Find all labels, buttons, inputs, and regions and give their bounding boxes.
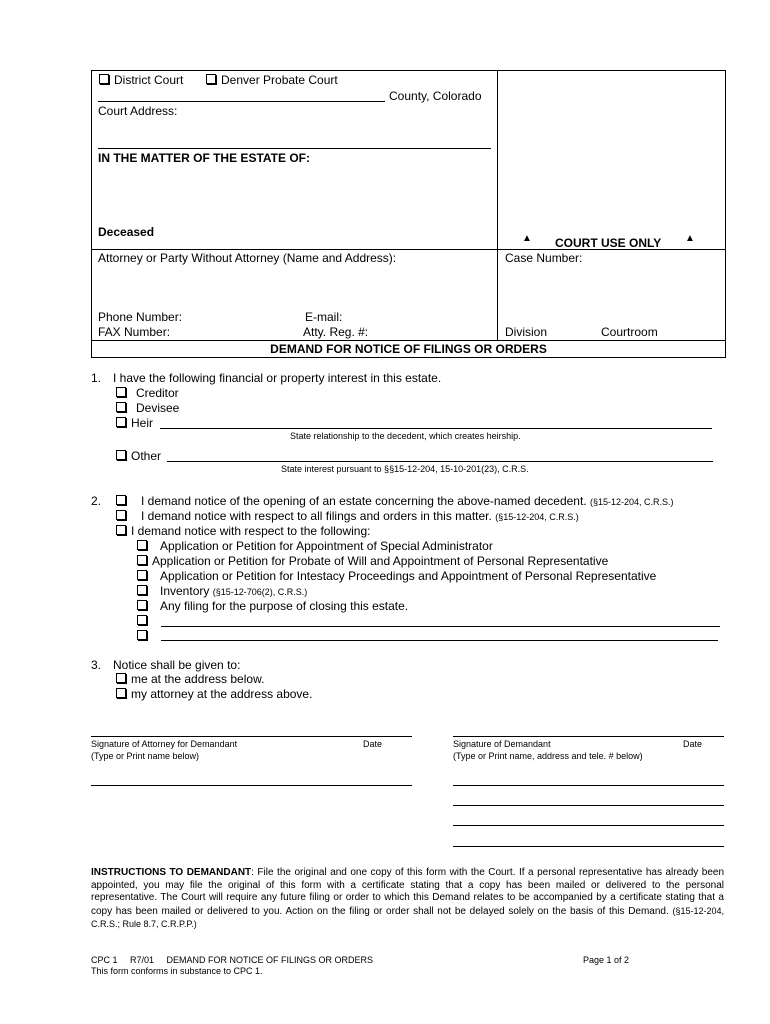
following-checkbox[interactable] xyxy=(116,525,126,535)
other-note: State interest pursuant to §§15-12-204, 15-10-201(23), C.R.S. xyxy=(281,464,529,474)
denver-probate-option[interactable]: Denver Probate Court xyxy=(206,73,338,87)
notice-me-option[interactable]: me at the address below. xyxy=(116,672,264,686)
item1-checkbox[interactable] xyxy=(137,540,147,550)
footer-conforms: This form conforms in substance to CPC 1. xyxy=(91,966,263,976)
attorney-label: Attorney or Party Without Attorney (Name and Address): xyxy=(98,251,397,265)
item5-checkbox[interactable] xyxy=(137,600,147,610)
heir-line[interactable] xyxy=(160,428,712,429)
county-colorado-label: County, Colorado xyxy=(389,89,482,103)
item4-checkbox[interactable] xyxy=(137,585,147,595)
county-name-line[interactable] xyxy=(98,101,385,102)
devisee-checkbox[interactable] xyxy=(116,402,126,412)
email-label: E-mail: xyxy=(305,310,343,324)
estate-matter-heading: IN THE MATTER OF THE ESTATE OF: xyxy=(98,151,310,165)
up-arrow-icon: ▲ xyxy=(522,233,532,244)
district-court-option[interactable]: District Court xyxy=(99,73,183,87)
creditor-option[interactable]: Creditor xyxy=(116,386,179,400)
court-use-only-label: COURT USE ONLY xyxy=(555,236,662,250)
following-option[interactable]: I demand notice with respect to the following: xyxy=(116,524,370,538)
demandant-signature-line[interactable] xyxy=(453,736,724,737)
other-checkbox[interactable] xyxy=(116,450,126,460)
fax-label: FAX Number: xyxy=(98,325,171,339)
item4-option[interactable]: Inventory (§15-12-706(2), C.R.S.) xyxy=(137,584,307,598)
demandant-info-line-1[interactable] xyxy=(453,785,724,786)
item5-option[interactable]: Any filing for the purpose of closing this estate. xyxy=(137,599,408,613)
item3-option[interactable]: Application or Petition for Intestacy Proceedings and Appointment of Personal Representative xyxy=(137,569,656,583)
section2-number: 2. xyxy=(91,494,102,508)
caption-box xyxy=(91,70,726,358)
demandant-info-line-4[interactable] xyxy=(453,846,724,847)
demandant-date-label: Date xyxy=(683,739,703,749)
instructions-block xyxy=(91,867,724,932)
notice-me-checkbox[interactable] xyxy=(116,673,126,683)
atty-reg-label: Atty. Reg. #: xyxy=(303,325,369,339)
devisee-option[interactable]: Devisee xyxy=(116,401,179,415)
item1-option[interactable]: Application or Petition for Appointment of Special Administrator xyxy=(137,539,493,553)
court-address-label: Court Address: xyxy=(98,104,178,118)
case-number-label: Case Number: xyxy=(505,251,583,265)
demandant-info-line-3[interactable] xyxy=(453,825,724,826)
district-court-checkbox[interactable] xyxy=(99,74,109,84)
caption-divider-2 xyxy=(91,340,726,341)
instructions-body: : File the original and one copy of this form with the Court. If a personal representative has already been appointed, you may file the original of this form with a certificate stating that a copy has been mailed or delivered to the personal representative. The Court will require any future filing or order to which this Demand relates to be accompanied by a certificate stating that a copy has been mailed or delivered to you. Action on the filing or order shall not be delayed solely on the basis of this Demand. xyxy=(91,867,725,917)
division-label: Division xyxy=(505,325,548,339)
item6-line[interactable] xyxy=(161,626,720,627)
item6-option[interactable] xyxy=(137,614,152,628)
section3-intro: Notice shall be given to: xyxy=(113,658,241,672)
item7-option[interactable] xyxy=(137,629,152,643)
item2-checkbox[interactable] xyxy=(137,555,147,565)
section1-number: 1. xyxy=(91,371,102,385)
phone-label: Phone Number: xyxy=(98,310,183,324)
courtroom-label: Courtroom xyxy=(601,325,658,339)
opening-option[interactable]: I demand notice of the opening of an estate concerning the above-named decedent. (§15-12-204, C.R.S.) xyxy=(116,494,674,508)
notice-attorney-option[interactable]: my attorney at the address above. xyxy=(116,687,312,701)
attorney-signature-line[interactable] xyxy=(91,736,412,737)
denver-probate-checkbox[interactable] xyxy=(206,74,216,84)
heir-note: State relationship to the decedent, which creates heirship. xyxy=(290,431,521,441)
notice-attorney-checkbox[interactable] xyxy=(116,688,126,698)
court-address-line[interactable] xyxy=(98,148,491,149)
opening-checkbox[interactable] xyxy=(116,495,126,505)
footer-page: Page 1 of 2 xyxy=(583,955,630,965)
other-option[interactable]: Other xyxy=(116,449,161,463)
deceased-label: Deceased xyxy=(98,225,155,239)
attorney-subtext: (Type or Print name below) xyxy=(91,751,200,761)
demandant-info-line-2[interactable] xyxy=(453,805,724,806)
heir-option[interactable]: Heir xyxy=(116,416,153,430)
attorney-name-line[interactable] xyxy=(91,785,412,786)
attorney-signature-label: Signature of Attorney for Demandant xyxy=(91,739,238,749)
instructions-heading: INSTRUCTIONS TO DEMANDANT xyxy=(91,867,252,878)
item7-line[interactable] xyxy=(161,640,718,641)
item2-option[interactable]: Application or Petition for Probate of Will and Appointment of Personal Representative xyxy=(137,554,608,568)
item3-checkbox[interactable] xyxy=(137,570,147,580)
other-line[interactable] xyxy=(167,461,713,462)
item7-checkbox[interactable] xyxy=(137,630,147,640)
instructions-cite: (§15-12-204, C.R.S.; Rule 8.7, C.R.P.P.) xyxy=(91,905,724,929)
up-arrow-icon: ▲ xyxy=(685,233,695,244)
section3-number: 3. xyxy=(91,658,102,672)
attorney-date-label: Date xyxy=(363,739,383,749)
footer-form-id: CPC 1 R7/01 DEMAND FOR NOTICE OF FILINGS OR ORDERS xyxy=(91,955,374,965)
form-title: DEMAND FOR NOTICE OF FILINGS OR ORDERS xyxy=(270,342,547,356)
all-filings-option[interactable]: I demand notice with respect to all filings and orders in this matter. (§15-12-204, C.R.S.) xyxy=(116,509,579,523)
all-filings-checkbox[interactable] xyxy=(116,510,126,520)
item6-checkbox[interactable] xyxy=(137,615,147,625)
demandant-subtext: (Type or Print name, address and tele. # below) xyxy=(453,751,643,761)
demandant-signature-label: Signature of Demandant xyxy=(453,739,551,749)
section1-intro: I have the following financial or property interest in this estate. xyxy=(113,371,442,385)
creditor-checkbox[interactable] xyxy=(116,387,126,397)
caption-vertical-divider xyxy=(497,70,498,341)
heir-checkbox[interactable] xyxy=(116,417,126,427)
